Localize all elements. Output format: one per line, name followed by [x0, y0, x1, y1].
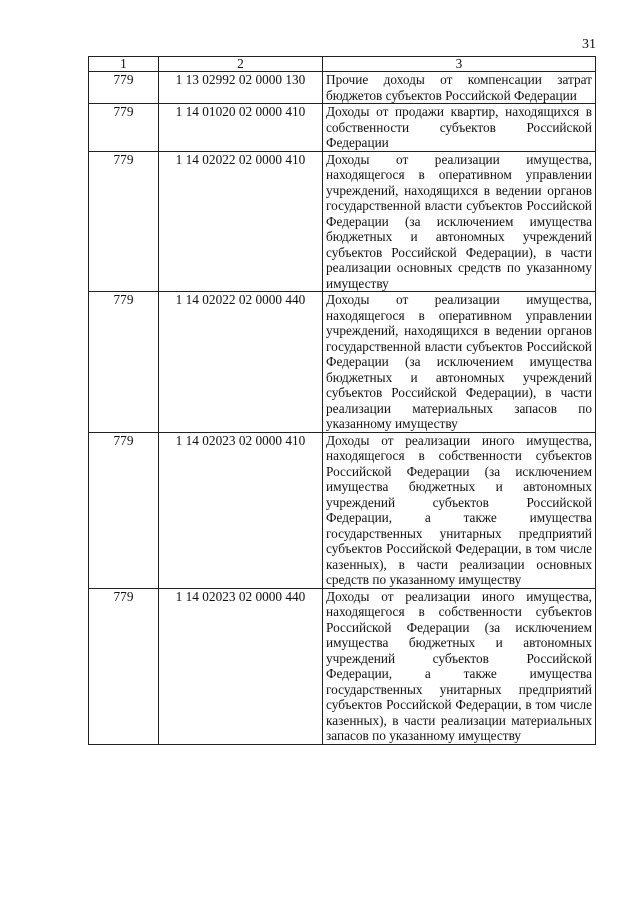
admin-code-cell: 779: [89, 104, 159, 152]
column-header-3: 3: [323, 57, 596, 72]
table-row: [89, 104, 596, 152]
admin-code-cell: 779: [89, 588, 159, 744]
income-code-cell: 1 14 02023 02 0000 440: [159, 588, 323, 744]
admin-code-cell: 779: [89, 151, 159, 292]
description-cell: Доходы от реализации имущества, находящегося в оперативном управлении учреждений, находящихся в ведении органов государственной власти субъектов Российской Федерации (за исключением имущества бюджетных и автономных учреждений субъектов Российской Федерации), в части реализации основных средств по указанному имуществу: [323, 151, 596, 292]
column-header-1: 1: [89, 57, 159, 72]
income-code-cell: 1 14 01020 02 0000 410: [159, 104, 323, 152]
budget-revenue-table: [88, 56, 596, 745]
description-cell: Доходы от продажи квартир, находящихся в собственности субъектов Российской Федерации: [323, 104, 596, 152]
admin-code-cell: 779: [89, 292, 159, 433]
table-row: [89, 292, 596, 433]
table-header-row: [89, 57, 596, 72]
table-row: [89, 432, 596, 588]
table-row: [89, 151, 596, 292]
admin-code-cell: 779: [89, 432, 159, 588]
income-code-cell: 1 14 02023 02 0000 410: [159, 432, 323, 588]
table-row: [89, 588, 596, 744]
description-cell: Доходы от реализации иного имущества, находящегося в собственности субъектов Российской Федерации (за исключением имущества бюджетных и автономных учреждений субъектов Российской Федерации, а также имущества государственных унитарных предприятий субъектов Российской Федерации, в том числе казенных), в части реализации материальных запасов по указанному имуществу: [323, 588, 596, 744]
income-code-cell: 1 14 02022 02 0000 410: [159, 151, 323, 292]
income-code-cell: 1 14 02022 02 0000 440: [159, 292, 323, 433]
column-header-2: 2: [159, 57, 323, 72]
page-number: 31: [582, 37, 596, 52]
income-code-cell: 1 13 02992 02 0000 130: [159, 72, 323, 104]
description-cell: Прочие доходы от компенсации затрат бюджетов субъектов Российской Федерации: [323, 72, 596, 104]
admin-code-cell: 779: [89, 72, 159, 104]
description-cell: Доходы от реализации иного имущества, находящегося в собственности субъектов Российской Федерации (за исключением имущества бюджетных и автономных учреждений субъектов Российской Федерации, а также имущества государственных унитарных предприятий субъектов Российской Федерации, в том числе казенных), в части реализации основных средств по указанному имуществу: [323, 432, 596, 588]
description-cell: Доходы от реализации имущества, находящегося в оперативном управлении учреждений, находящихся в ведении органов государственной власти субъектов Российской Федерации (за исключением имущества бюджетных и автономных учреждений субъектов Российской Федерации), в части реализации материальных запасов по указанному имуществу: [323, 292, 596, 433]
table-row: [89, 72, 596, 104]
